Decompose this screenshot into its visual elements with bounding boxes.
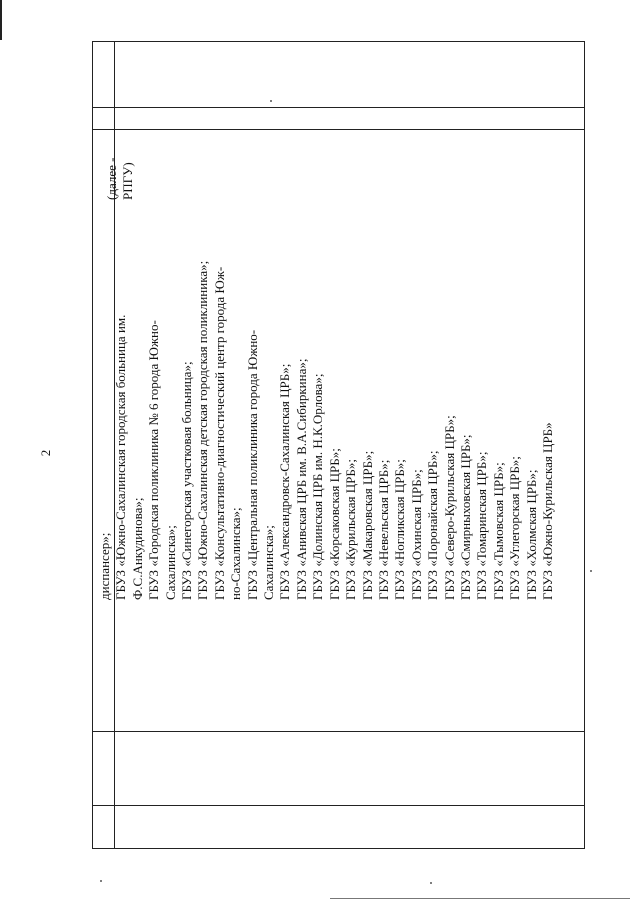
list-item: Сахалинска»; [261, 525, 277, 600]
list-item: ГБУЗ «Поронайская ЦРБ»; [425, 450, 441, 600]
scan-speck [100, 880, 102, 882]
row-divider-2 [92, 129, 585, 130]
list-item: ГБУЗ «Томаринская ЦРБ»; [474, 451, 490, 600]
list-item: ГБУЗ «Курильская ЦРБ»; [343, 459, 359, 600]
list-item: ГБУЗ «Южно-Сахалинская детская городская поликлиника»; [195, 260, 211, 600]
scan-speck [590, 570, 592, 572]
table-border-top [92, 41, 585, 42]
table-border-left [92, 41, 93, 849]
list-item: ГБУЗ «Южно-Курильская ЦРБ» [539, 422, 555, 600]
list-item: ГБУЗ «Консультативно-диагностический центр города Юж- [211, 266, 227, 600]
list-item: ГБУЗ «Холмская ЦРБ»; [523, 469, 539, 600]
scan-speck [270, 100, 272, 102]
table-border-right [584, 41, 585, 849]
list-item: ГБУЗ «Охинская ЦРБ»; [408, 469, 424, 600]
list-item: ГБУЗ «Александровск-Сахалинская ЦРБ»; [277, 363, 293, 600]
list-item: ГБУЗ «Южно-Сахалинская городская больница им. [113, 314, 129, 600]
note-line: РПГУ) [120, 162, 136, 200]
note-line: (далее - [104, 157, 119, 200]
institutions-list [97, 157, 556, 600]
list-item: ГБУЗ «Анивская ЦРБ им. В.А.Сибиркина»; [293, 358, 309, 600]
scan-edge-mark [0, 0, 2, 40]
list-item: ГБУЗ «Корсаковская ЦРБ»; [326, 448, 342, 600]
list-item: ГБУЗ «Городская поликлиника № 6 города Южно- [146, 320, 162, 600]
row-divider-4 [92, 805, 585, 806]
list-item: ГБУЗ «Смирныховская ЦРБ»; [457, 434, 473, 600]
row-divider-1 [92, 107, 585, 108]
list-item: ГБУЗ «Северо-Курильская ЦРБ»; [441, 415, 457, 600]
list-item: ГБУЗ «Ногликская ЦРБ»; [392, 459, 408, 600]
page-number: 2 [38, 449, 53, 457]
list-item: ГБУЗ «Центральная поликлиника города Южно- [244, 329, 260, 600]
scan-speck [430, 882, 432, 884]
list-item: ГБУЗ «Углегорская ЦРБ»; [507, 456, 523, 600]
scan-edge-line [330, 898, 630, 899]
list-item: но-Сахалинска»; [228, 507, 244, 600]
table-border-bottom [92, 848, 585, 849]
list-item: Сахалинска»; [162, 525, 178, 600]
list-item: ГБУЗ «Долинская ЦРБ им. Н.К.Орлова»; [310, 373, 326, 600]
list-item: ГБУЗ «Макаровская ЦРБ»; [359, 450, 375, 600]
list-item: ГБУЗ «Невельская ЦРБ»; [375, 459, 391, 600]
list-item: ГБУЗ «Синегорская участковая больница»; [179, 361, 195, 600]
list-item: ГБУЗ «Тымовская ЦРБ»; [490, 462, 506, 600]
list-item: диспансер»; [97, 532, 112, 600]
row-divider-3 [92, 731, 585, 732]
list-item: Ф.С.Анкудинова»; [129, 497, 145, 600]
